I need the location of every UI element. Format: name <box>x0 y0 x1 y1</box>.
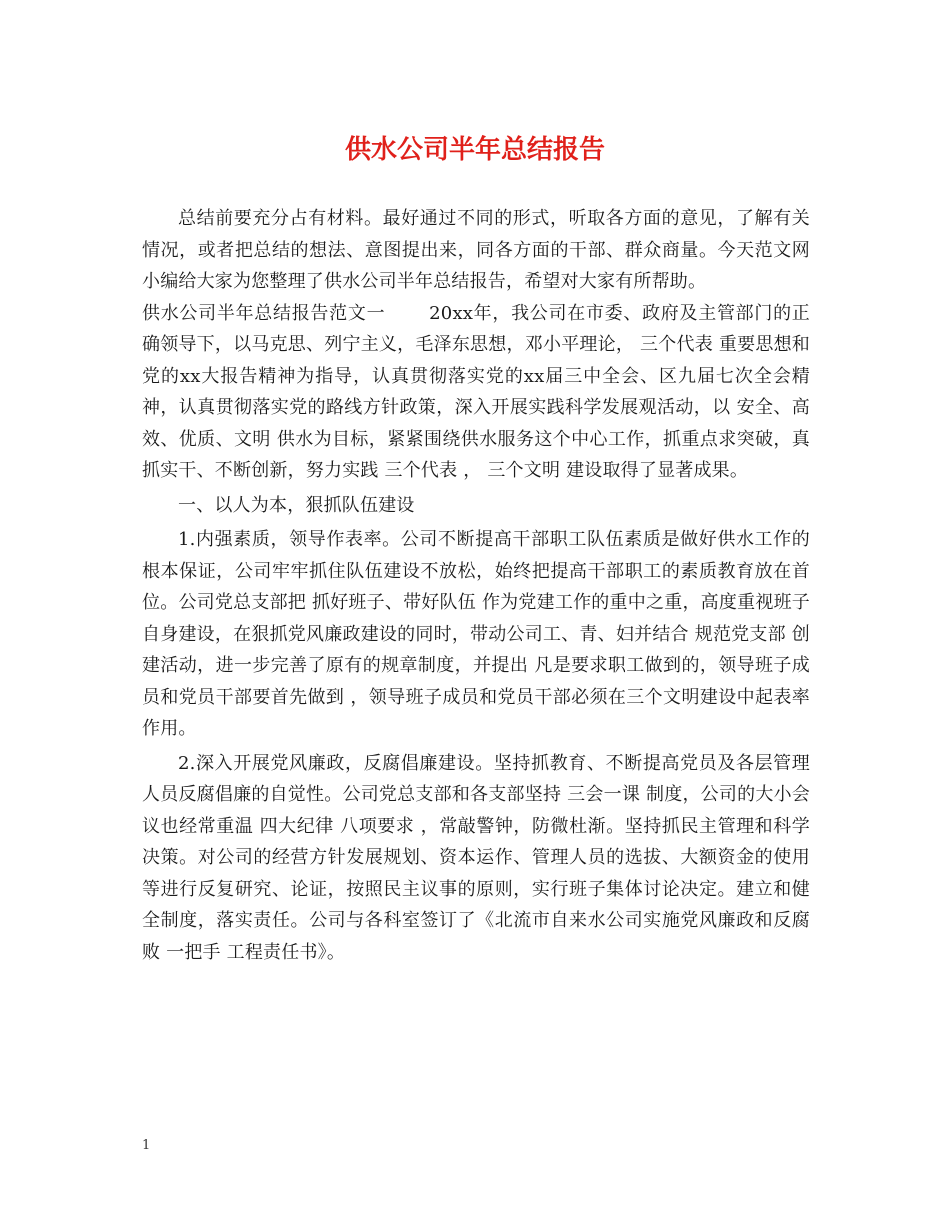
page-number: 1 <box>142 1138 151 1153</box>
paragraph-point-2: 2.深入开展党风廉政，反腐倡廉建设。坚持抓教育、不断提高党员及各层管理人员反腐倡廉的自觉性。公司党总支部和各支部坚持 三会一课 制度，公司的大小会议也经常重温 四大纪律 八项要求 ，常敲警钟，防微杜渐。坚持抓民主管理和科学决策。对公司的经营方针发展规划、资本运作、管理人员的选拔、大额资金的使用等进行反复研究、论证，按照民主议事的原则，实行班子集体讨论决定。建立和健全制度，落实责任。公司与各科室签订了《北流市自来水公司实施党风廉政和反腐败 一把手 工程责任书》。 <box>142 752 810 963</box>
section-heading: 一、以人为本，狠抓队伍建设 <box>178 494 415 516</box>
paragraph-point-1: 1.内强素质，领导作表率。公司不断提高干部职工队伍素质是做好供水工作的根本保证，公司牢牢抓住队伍建设不放松，始终把提高干部职工的素质教育放在首位。公司党总支部把 抓好班子、带好队伍 作为党建工作的重中之重，高度重视班子自身建设，在狠抓党风廉政建设的同时，带动公司工、青、妇并结合 规范党支部 创建活动，进一步完善了原有的规章制度，并提出 凡是要求职工做到的，领导班子成员和党员干部要首先做到 ，领导班子成员和党员干部必须在三个文明建设中起表率作用。 <box>142 529 810 739</box>
document-body <box>142 203 810 968</box>
paragraph-1: 供水公司半年总结报告范文一 20xx年，我公司在市委、政府及主管部门的正确领导下，以马克思、列宁主义，毛泽东思想，邓小平理论， 三个代表 重要思想和党的xx大报告精神为指导，认真贯彻落实党的xx届三中全会、区九届七次全会精神，认真贯彻落实党的路线方针政策，深入开展实践科学发展观活动，以 安全、高效、优质、文明 供水为目标，紧紧围绕供水服务这个中心工作，抓重点求突破，真抓实干、不断创新，努力实践 三个代表 ， 三个文明 建设取得了显著成果。 <box>142 302 810 481</box>
document-title: 供水公司半年总结报告 <box>344 135 605 165</box>
intro-paragraph: 总结前要充分占有材料。最好通过不同的形式，听取各方面的意见，了解有关情况，或者把总结的想法、意图提出来，同各方面的干部、群众商量。今天范文网小编给大家为您整理了供水公司半年总结报告，希望对大家有所帮助。 <box>142 208 810 292</box>
